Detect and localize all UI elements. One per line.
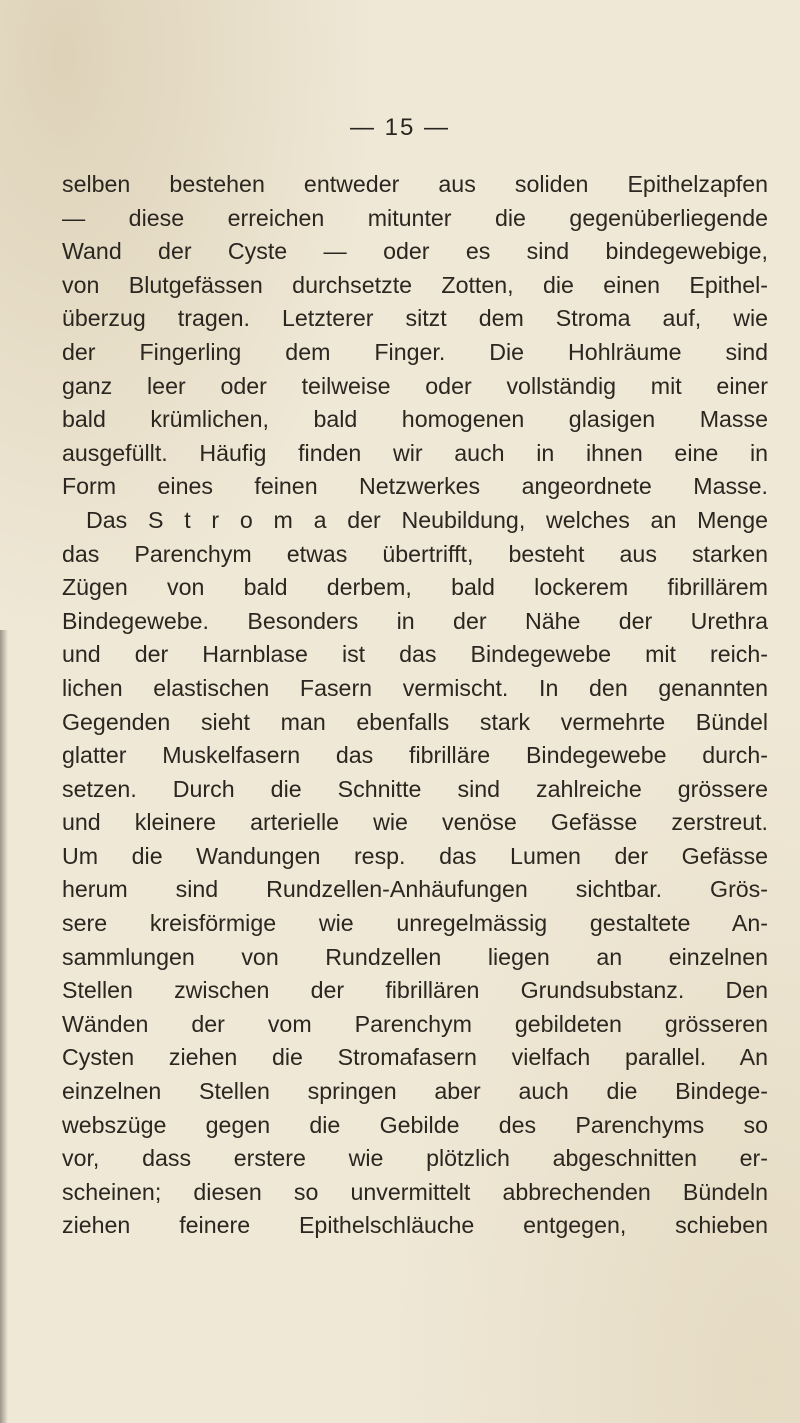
- text-line: webszüge gegen die Gebilde des Parenchyms so: [62, 1111, 768, 1138]
- text-line: glatter Muskelfasern das fibrilläre Bindegewebe durch-: [62, 742, 768, 769]
- text-line: von Blutgefässen durchsetzte Zotten, die einen Epithel-: [62, 271, 768, 298]
- text-line: Cysten ziehen die Stromafasern vielfach parallel. An: [62, 1044, 768, 1071]
- text-line: setzen. Durch die Schnitte sind zahlreiche grössere: [62, 775, 768, 802]
- text-line: bald krümlichen, bald homogenen glasigen Masse: [62, 406, 768, 433]
- text-line: — diese erreichen mitunter die gegenüberliegende: [62, 204, 768, 231]
- text-line: selben bestehen entweder aus soliden Epithelzapfen: [62, 171, 768, 197]
- text-line: Wand der Cyste — oder es sind bindegewebige,: [62, 238, 768, 265]
- text-line: herum sind Rundzellen-Anhäufungen sichtbar. Grös-: [62, 876, 768, 903]
- text-line: Bindegewebe. Besonders in der Nähe der Urethra: [62, 607, 768, 634]
- text-line: überzug tragen. Letzterer sitzt dem Stroma auf, wie: [62, 305, 768, 332]
- text-line: sere kreisförmige wie unregelmässig gestaltete An-: [62, 910, 768, 937]
- page-number: — 15 —: [349, 114, 451, 141]
- text-line: Stellen zwischen der fibrillären Grundsubstanz. Den: [62, 977, 768, 1004]
- text-line: das Parenchym etwas übertrifft, besteht aus starken: [62, 540, 768, 567]
- text-line: Gegenden sieht man ebenfalls stark vermehrte Bündel: [62, 708, 768, 735]
- text-line: lichen elastischen Fasern vermischt. In den genannten: [62, 674, 768, 701]
- text-line: Wänden der vom Parenchym gebildeten grösseren: [62, 1010, 768, 1037]
- text-line: ausgefüllt. Häufig finden wir auch in ihnen eine in: [62, 439, 768, 466]
- text-line: der Fingerling dem Finger. Die Hohlräume sind: [62, 338, 768, 365]
- text-line: sammlungen von Rundzellen liegen an einzelnen: [62, 943, 768, 970]
- text-line: Zügen von bald derbem, bald lockerem fibrillärem: [62, 574, 768, 601]
- text-line: einzelnen Stellen springen aber auch die Bindege-: [62, 1078, 768, 1105]
- text-line: Das S t r o m a der Neubildung, welches an Menge: [86, 506, 768, 533]
- text-line: ziehen feinere Epithelschläuche entgegen, schieben: [62, 1212, 768, 1239]
- text-line: Form eines feinen Netzwerkes angeordnete Masse.: [62, 473, 768, 500]
- body-text: [62, 168, 768, 1243]
- text-line: und der Harnblase ist das Bindegewebe mit reich-: [62, 641, 768, 668]
- text-line: scheinen; diesen so unvermittelt abbrechenden Bündeln: [62, 1178, 768, 1205]
- text-line: Um die Wandungen resp. das Lumen der Gefässe: [62, 842, 768, 869]
- text-line: vor, dass erstere wie plötzlich abgeschnitten er-: [62, 1145, 768, 1172]
- text-line: ganz leer oder teilweise oder vollständig mit einer: [62, 372, 768, 399]
- text-line: und kleinere arterielle wie venöse Gefässe zerstreut.: [62, 809, 768, 836]
- page-edge-shadow: [0, 630, 8, 1423]
